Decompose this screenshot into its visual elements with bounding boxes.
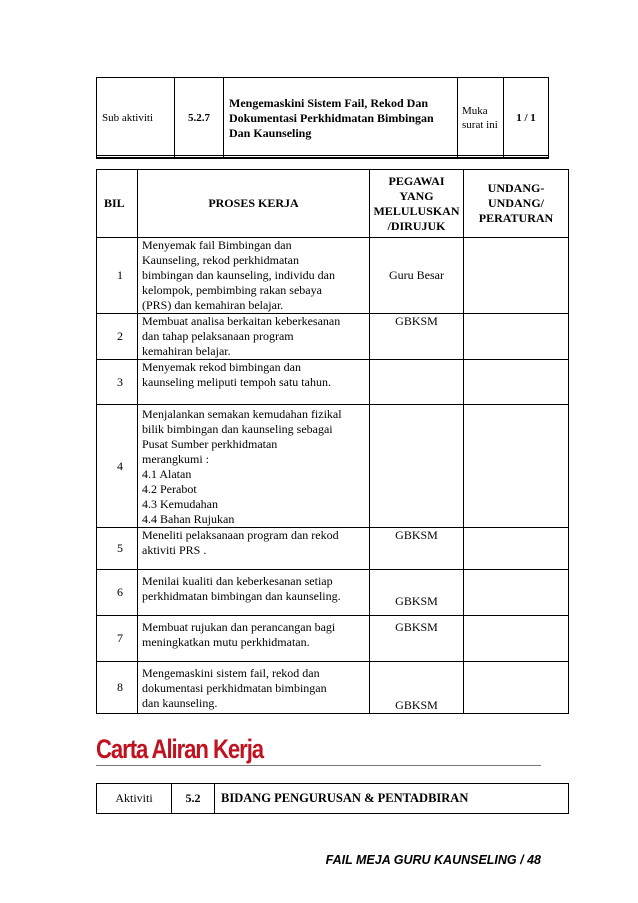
table-row	[97, 314, 569, 360]
row-process: Menyemak fail Bimbingan dan Kaunseling, rekod perkhidmatan bimbingan dan kaunseling, individu dan kelompok, pembimbing rakan sebaya (PRS) dan kemahiran belajar.	[138, 238, 370, 314]
col-pegawai: PEGAWAI YANG MELULUSKAN /DIRUJUK	[370, 170, 464, 238]
process-table-header	[97, 170, 569, 238]
row-authority: Guru Besar	[370, 238, 464, 314]
row-process: Menyemak rekod bimbingan dan kaunseling meliputi tempoh satu tahun.	[138, 360, 370, 405]
table-row	[97, 570, 569, 616]
col-bil: BIL	[97, 170, 138, 238]
header-code: 5.2.7	[175, 78, 224, 159]
row-number: 5	[97, 528, 138, 570]
flow-chart-rule	[96, 765, 541, 766]
row-regulation	[464, 528, 569, 570]
row-number: 1	[97, 238, 138, 314]
header-page-label: Muka surat ini	[458, 78, 504, 159]
row-regulation	[464, 570, 569, 616]
page-footer	[326, 853, 541, 867]
header-double-rule	[96, 155, 549, 158]
activity-table	[96, 783, 569, 814]
row-authority: GBKSM	[370, 314, 464, 360]
table-row	[97, 616, 569, 662]
row-authority: GBKSM	[370, 662, 464, 714]
row-authority	[370, 405, 464, 528]
row-process: Membuat rujukan dan perancangan bagi meningkatkan mutu perkhidmatan.	[138, 616, 370, 662]
table-row	[97, 528, 569, 570]
row-regulation	[464, 314, 569, 360]
row-regulation	[464, 360, 569, 405]
row-number: 6	[97, 570, 138, 616]
process-table	[96, 169, 569, 714]
footer-page-number: 48	[527, 853, 541, 867]
row-regulation	[464, 238, 569, 314]
header-table	[96, 77, 549, 159]
row-number: 3	[97, 360, 138, 405]
row-authority: GBKSM	[370, 528, 464, 570]
row-regulation	[464, 405, 569, 528]
row-process: Meneliti pelaksanaan program dan rekod aktiviti PRS .	[138, 528, 370, 570]
row-authority	[370, 360, 464, 405]
header-row	[97, 78, 549, 159]
activity-row	[97, 784, 569, 814]
col-proses-kerja: PROSES KERJA	[138, 170, 370, 238]
row-authority: GBKSM	[370, 570, 464, 616]
table-row	[97, 405, 569, 528]
table-row	[97, 662, 569, 714]
row-number: 7	[97, 616, 138, 662]
col-undang-undang: UNDANG-UNDANG/ PERATURAN	[464, 170, 569, 238]
flow-chart-title: Carta Aliran Kerja	[96, 734, 264, 764]
row-number: 8	[97, 662, 138, 714]
row-regulation	[464, 662, 569, 714]
header-page-value: 1 / 1	[504, 78, 549, 159]
row-number: 4	[97, 405, 138, 528]
row-regulation	[464, 616, 569, 662]
header-label: Sub aktiviti	[97, 78, 175, 159]
row-process: Menilai kualiti dan keberkesanan setiap perkhidmatan bimbingan dan kaunseling.	[138, 570, 370, 616]
row-process: Menjalankan semakan kemudahan fizikal bilik bimbingan dan kaunseling sebagai Pusat Sumber perkhidmatan merangkumi : 4.1 Alatan 4.2 Perabot 4.3 Kemudahan 4.4 Bahan Rujukan	[138, 405, 370, 528]
activity-title: BIDANG PENGURUSAN & PENTADBIRAN	[215, 784, 569, 814]
table-row	[97, 360, 569, 405]
row-process: Membuat analisa berkaitan keberkesanan dan tahap pelaksanaan program kemahiran belajar.	[138, 314, 370, 360]
footer-text: FAIL MEJA GURU KAUNSELING /	[325, 853, 524, 867]
header-title: Mengemaskini Sistem Fail, Rekod Dan Dokumentasi Perkhidmatan Bimbingan Dan Kaunseling	[224, 78, 458, 159]
activity-label: Aktiviti	[97, 784, 172, 814]
activity-code: 5.2	[172, 784, 215, 814]
row-process: Mengemaskini sistem fail, rekod dan dokumentasi perkhidmatan bimbingan dan kaunseling.	[138, 662, 370, 714]
row-authority: GBKSM	[370, 616, 464, 662]
table-row	[97, 238, 569, 314]
row-number: 2	[97, 314, 138, 360]
